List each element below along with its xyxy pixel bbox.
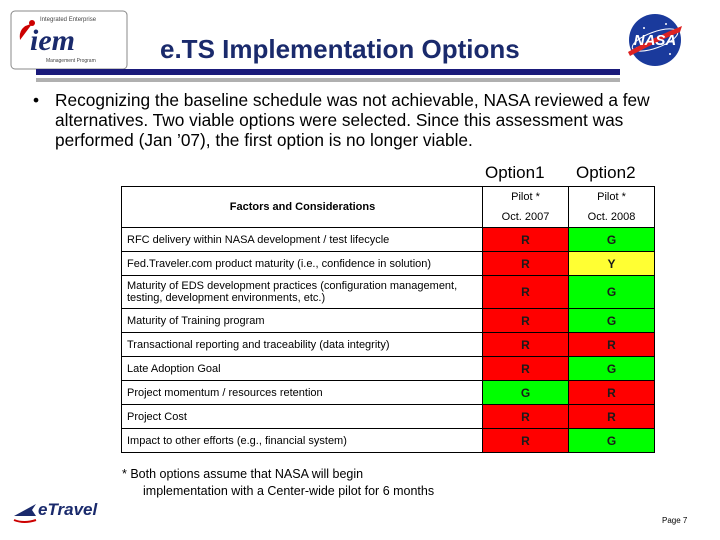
bullet-text: Recognizing the baseline schedule was not achievable, NASA reviewed a few alternatives. Two viable options were selected. Since this assessment was performed (Jan ’07), the first option is no longer viable. (55, 90, 650, 150)
factor-label: Maturity of Training program (122, 309, 483, 333)
option2-column-header (569, 187, 655, 228)
table-row (122, 252, 655, 276)
rating-cell: R (569, 333, 655, 357)
table-row (122, 309, 655, 333)
footnote-line2: implementation with a Center-wide pilot for 6 months (143, 484, 435, 498)
rating-cell: R (483, 357, 569, 381)
factor-label: Project momentum / resources retention (122, 381, 483, 405)
footnote-line1: * Both options assume that NASA will begin (122, 467, 364, 481)
options-table (121, 186, 655, 453)
option2-pilot: Pilot * (597, 191, 626, 203)
rating-cell: G (569, 228, 655, 252)
factor-label: RFC delivery within NASA development / test lifecycle (122, 228, 483, 252)
factor-label: Fed.Traveler.com product maturity (i.e., confidence in solution) (122, 252, 483, 276)
intro-bullet (33, 90, 703, 150)
rating-cell: G (569, 357, 655, 381)
footnote (122, 466, 452, 500)
etravel-logo (12, 494, 98, 528)
nasa-logo (622, 12, 688, 68)
rating-cell: R (483, 333, 569, 357)
rating-cell: R (483, 276, 569, 309)
iem-logo-mark: iem (30, 24, 75, 57)
iem-logo-sub-text: Management Program (46, 58, 96, 64)
rating-cell: G (569, 309, 655, 333)
rating-cell: R (483, 309, 569, 333)
table-row (122, 276, 655, 309)
rating-cell: R (483, 429, 569, 453)
etravel-label: eTravel (38, 500, 98, 519)
table-row (122, 357, 655, 381)
option1-date: Oct. 2007 (501, 211, 550, 223)
factor-label: Project Cost (122, 405, 483, 429)
table-header-row (122, 187, 655, 228)
rating-cell: Y (569, 252, 655, 276)
table-row (122, 405, 655, 429)
option1-pilot: Pilot * (511, 191, 540, 203)
table-row (122, 429, 655, 453)
rating-cell: G (569, 276, 655, 309)
factor-label: Maturity of EDS development practices (configuration management, testing, development environments, etc.) (122, 276, 483, 309)
bullet-marker: • (33, 90, 40, 110)
rating-cell: R (569, 405, 655, 429)
airplane-icon (14, 504, 36, 516)
factor-label: Late Adoption Goal (122, 357, 483, 381)
option2-heading: Option2 (576, 163, 636, 182)
title-rule-blue (36, 69, 620, 75)
table-row (122, 381, 655, 405)
factor-label: Impact to other efforts (e.g., financial system) (122, 429, 483, 453)
rating-cell: R (569, 381, 655, 405)
rating-cell: R (483, 228, 569, 252)
nasa-logo-label: NASA (633, 32, 677, 49)
option1-column-header (483, 187, 569, 228)
rating-cell: R (483, 405, 569, 429)
option1-heading: Option1 (485, 163, 545, 182)
iem-logo (10, 10, 128, 70)
table-row (122, 228, 655, 252)
iem-logo-top-text: Integrated Enterprise (40, 17, 97, 23)
rating-cell: G (569, 429, 655, 453)
rating-cell: G (483, 381, 569, 405)
factors-header: Factors and Considerations (122, 187, 483, 228)
rating-cell: R (483, 252, 569, 276)
option2-date: Oct. 2008 (587, 211, 636, 223)
title-rule-grey (36, 78, 620, 82)
page-number: Page 7 (662, 516, 688, 525)
page-title: e.TS Implementation Options (160, 34, 520, 64)
table-row (122, 333, 655, 357)
factor-label: Transactional reporting and traceability (data integrity) (122, 333, 483, 357)
